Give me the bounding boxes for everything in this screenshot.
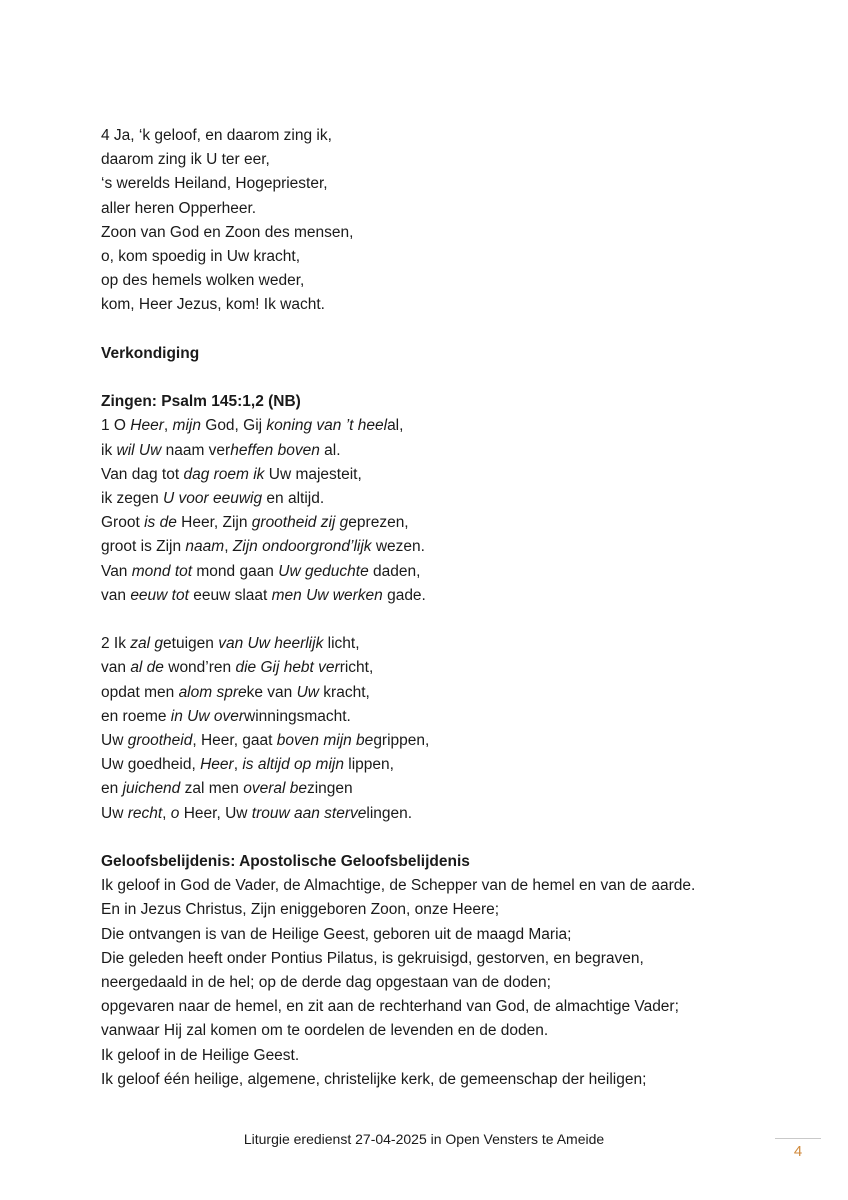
text-segment: licht, <box>323 635 360 653</box>
psalm-line <box>101 777 801 801</box>
page-content <box>101 124 801 1092</box>
section-heading-verkondiging: Verkondiging <box>101 344 200 362</box>
section-heading-creed: Geloofsbelijdenis: Apostolische Geloofsbelijdenis <box>101 853 470 871</box>
verse-line: kom, Heer Jezus, kom! Ik wacht. <box>101 296 325 314</box>
text-segment: eprezen, <box>348 514 409 532</box>
text-segment: God, Gij <box>200 417 267 435</box>
psalm-line <box>101 584 801 608</box>
text-segment: van <box>101 586 131 604</box>
psalm-line <box>101 487 801 511</box>
text-segment: wond’ren <box>163 659 236 677</box>
text-segment: al, <box>387 417 404 435</box>
text-segment: mond gaan <box>192 562 279 580</box>
italic-segment: o <box>170 804 180 822</box>
text-segment: , <box>162 804 171 822</box>
psalm-line <box>101 511 801 535</box>
psalm-line <box>101 632 801 656</box>
text-segment: eeuw slaat <box>188 586 272 604</box>
italic-segment: al de <box>130 659 164 677</box>
psalm-line <box>101 729 801 753</box>
italic-segment: trouw aan sterve <box>251 804 367 822</box>
psalm-line <box>101 705 801 729</box>
creed-line: Ik geloof in de Heilige Geest. <box>101 1046 300 1064</box>
italic-segment: grootheid <box>127 732 193 750</box>
creed-line: Die ontvangen is van de Heilige Geest, geboren uit de maagd Maria; <box>101 925 572 943</box>
psalm-line <box>101 802 801 826</box>
verse-line: Zoon van God en Zoon des mensen, <box>101 223 354 241</box>
section-heading-psalm: Zingen: Psalm 145:1,2 (NB) <box>101 393 301 411</box>
italic-segment: U voor eeuwig <box>163 490 263 508</box>
italic-segment: juichend <box>122 780 181 798</box>
psalm-line <box>101 463 801 487</box>
text-segment: lippen, <box>343 756 394 774</box>
text-segment: groot is Zijn <box>101 538 186 556</box>
text-segment: zal men <box>180 780 244 798</box>
italic-segment: mond tot <box>131 562 193 580</box>
text-segment: winningsmacht. <box>244 707 351 725</box>
text-segment: Uw <box>101 804 128 822</box>
text-segment: naam ver <box>161 441 231 459</box>
text-segment: Uw majesteit, <box>264 465 362 483</box>
psalm-line <box>101 535 801 559</box>
text-segment: Uw <box>101 732 128 750</box>
italic-segment: Uw <box>296 683 319 701</box>
creed-line: opgevaren naar de hemel, en zit aan de rechterhand van God, de almachtige Vader; <box>101 998 679 1016</box>
italic-segment: overal be <box>243 780 307 798</box>
italic-segment: boven mijn be <box>276 732 374 750</box>
verse-line: op des hemels wolken weder, <box>101 272 305 290</box>
text-segment: Van <box>101 562 132 580</box>
text-segment: lingen. <box>366 804 413 822</box>
italic-segment: die Gij hebt ver <box>235 659 340 677</box>
italic-segment: is altijd op mijn <box>242 756 344 774</box>
italic-segment: alom spre <box>178 683 247 701</box>
creed-line: Ik geloof in God de Vader, de Almachtige, de Schepper van de hemel en van de aarde. <box>101 877 696 895</box>
italic-segment: koning van ’t heel <box>266 417 388 435</box>
psalm-line <box>101 414 801 438</box>
text-segment: gade. <box>382 586 426 604</box>
text-segment: etuigen <box>163 635 219 653</box>
italic-segment: is de <box>144 514 177 532</box>
page-footer: Liturgie eredienst 27-04-2025 in Open Vensters te Ameide <box>243 1131 605 1147</box>
text-segment: van <box>101 659 131 677</box>
text-segment: wezen. <box>371 538 425 556</box>
verse-line: ‘s werelds Heiland, Hogepriester, <box>101 175 328 193</box>
italic-segment: wil Uw <box>116 441 162 459</box>
creed-line: vanwaar Hij zal komen om te oordelen de levenden en de doden. <box>101 1022 549 1040</box>
text-segment: en roeme <box>101 707 171 725</box>
text-segment: , <box>163 417 173 435</box>
italic-segment: naam <box>185 538 225 556</box>
text-segment: 1 O <box>101 417 131 435</box>
text-segment: grippen, <box>373 732 430 750</box>
text-segment: Van dag tot <box>101 465 184 483</box>
italic-segment: zal g <box>130 635 164 653</box>
italic-segment: in Uw over <box>170 707 245 725</box>
text-segment: kracht, <box>319 683 370 701</box>
italic-segment: heffen boven <box>230 441 320 459</box>
text-segment: en altijd. <box>262 490 325 508</box>
text-segment: zingen <box>306 780 353 798</box>
creed-text <box>101 874 801 1092</box>
verse-line: o, kom spoedig in Uw kracht, <box>101 248 301 266</box>
psalm-line <box>101 656 801 680</box>
text-segment: ik zegen <box>101 490 164 508</box>
text-segment: richt, <box>339 659 374 677</box>
creed-line: Ik geloof één heilige, algemene, christelijke kerk, de gemeenschap der heiligen; <box>101 1070 647 1088</box>
italic-segment: recht <box>127 804 163 822</box>
text-segment: opdat men <box>101 683 179 701</box>
text-segment: Uw goedheid, <box>101 756 201 774</box>
page-number-rule <box>775 1138 821 1139</box>
italic-segment: eeuw tot <box>130 586 189 604</box>
psalm-verse-1 <box>101 414 801 608</box>
italic-segment: van Uw heerlijk <box>218 635 324 653</box>
text-segment: Heer, Uw <box>179 804 252 822</box>
hymn-verse-4 <box>101 124 801 318</box>
italic-segment: Heer <box>130 417 164 435</box>
page-number: 4 <box>793 1143 803 1160</box>
verse-line: 4 Ja, ‘k geloof, en daarom zing ik, <box>101 127 332 144</box>
italic-segment: Uw geduchte <box>278 562 369 580</box>
italic-segment: mijn <box>172 417 201 435</box>
italic-segment: Zijn ondoorgrond’lijk <box>232 538 372 556</box>
text-segment: en <box>101 780 123 798</box>
text-segment: 2 Ik <box>101 635 131 653</box>
verse-line: aller heren Opperheer. <box>101 199 257 217</box>
italic-segment: dag roem ik <box>183 465 265 483</box>
creed-line: En in Jezus Christus, Zijn eniggeboren Zoon, onze Heere; <box>101 901 500 919</box>
italic-segment: men Uw werken <box>271 586 383 604</box>
text-segment: daden, <box>368 562 421 580</box>
italic-segment: grootheid zij g <box>251 514 349 532</box>
text-segment: , Heer, gaat <box>192 732 277 750</box>
text-segment: ke van <box>246 683 297 701</box>
text-segment: , <box>224 538 233 556</box>
psalm-line <box>101 439 801 463</box>
verse-line: daarom zing ik U ter eer, <box>101 151 270 169</box>
text-segment: , <box>233 756 243 774</box>
psalm-line <box>101 560 801 584</box>
psalm-line <box>101 681 801 705</box>
text-segment: Heer, Zijn <box>176 514 252 532</box>
italic-segment: Heer <box>200 756 234 774</box>
text-segment: ik <box>101 441 117 459</box>
psalm-verse-2 <box>101 632 801 826</box>
creed-line: Die geleden heeft onder Pontius Pilatus, is gekruisigd, gestorven, en begraven, <box>101 949 644 967</box>
text-segment: al. <box>319 441 341 459</box>
psalm-line <box>101 753 801 777</box>
text-segment: Groot <box>101 514 145 532</box>
creed-line: neergedaald in de hel; op de derde dag opgestaan van de doden; <box>101 974 551 992</box>
